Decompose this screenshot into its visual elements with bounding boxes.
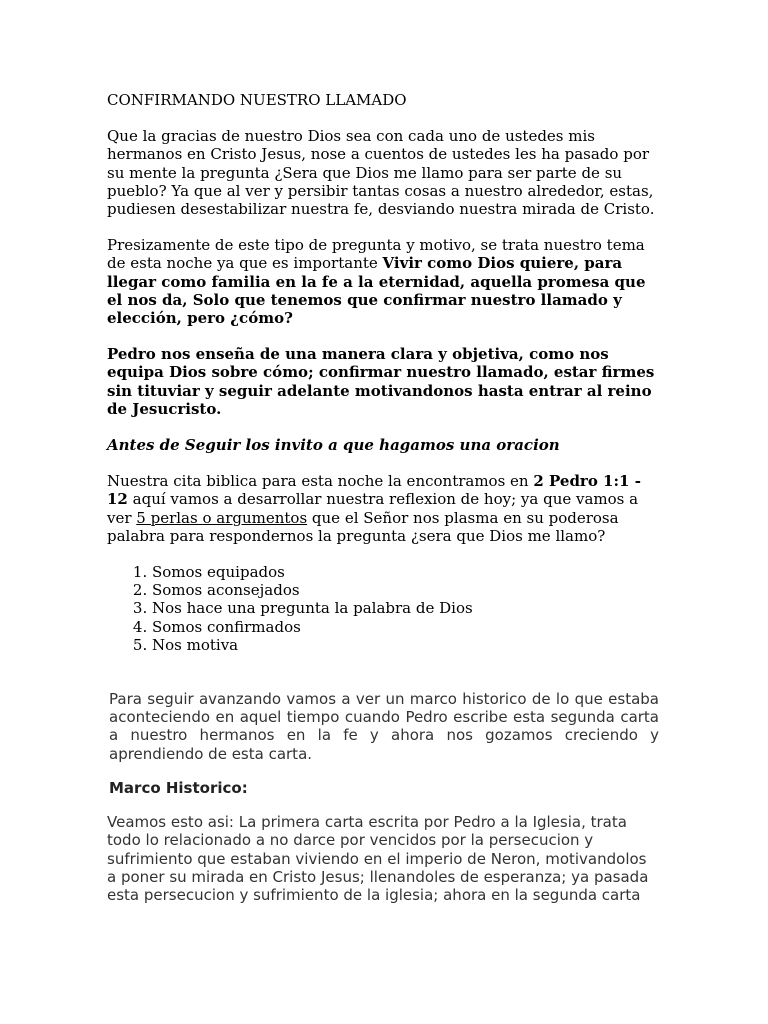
paragraph-pedro: [107, 345, 659, 418]
paragraph-historic-body: Veamos esto asi: La primera carta escrita por Pedro a la Iglesia, trata todo lo relacionado a no darce por vencidos por la persecucion y sufrimiento que estaban viviendo en el imperio de Neron, motivandolos a poner su mirada en Cristo Jesus; llenandoles de esperanza; ya pasada esta persecucion y sufrimiento de la iglesia; ahora en la segunda carta: [107, 813, 649, 904]
marco-historico-heading: Marco Historico:: [109, 778, 248, 797]
paragraph-theme-text: Presizamente de este tipo de pregunta y motivo, se trata nuestro tema de esta noche ya que es importante: [107, 236, 645, 273]
citation-underline: 5 perlas o argumentos: [136, 508, 308, 527]
arguments-list: [107, 563, 659, 654]
paragraph-citation: [107, 472, 659, 545]
citation-reference: 2 Pedro 1:1 - 12: [107, 472, 641, 509]
paragraph-historic-intro: Para seguir avanzando vamos a ver un marco historico de lo que estaba aconteciendo en aquel tiempo cuando Pedro escribe esta segunda carta a nuestro hermanos en la fe y ahora nos gozamos creciendo y aprendiendo de esta carta.: [109, 690, 659, 763]
paragraph-theme-bold: Vivir como Dios quiere, para llegar como familia en la fe a la eternidad, aquella promesa que el nos da, Solo que tenemos que confirmar nuestro llamado y elección, pero ¿cómo?: [107, 254, 646, 328]
document-title: CONFIRMANDO NUESTRO LLAMADO: [107, 91, 407, 109]
list-item: 2. Somos aconsejados: [152, 581, 659, 599]
list-item: 1. Somos equipados: [152, 563, 659, 581]
list-item: 3. Nos hace una pregunta la palabra de Dios: [152, 599, 659, 617]
citation-text-a: Nuestra cita biblica para esta noche la encontramos en: [107, 472, 534, 491]
document-page: [107, 91, 659, 904]
list-item: 4. Somos confirmados: [152, 618, 659, 636]
citation-text-c: que el Señor nos plasma en su poderosa palabra para respondernos la pregunta ¿sera que Dios me llamo?: [107, 508, 619, 545]
citation-text-b: aquí vamos a desarrollar nuestra reflexion de hoy; ya que vamos a ver: [107, 490, 639, 527]
paragraph-theme: [107, 236, 659, 327]
list-item: 5. Nos motiva: [152, 636, 659, 654]
paragraph-prayer: Antes de Seguir los invito a que hagamos una oracion: [107, 436, 560, 455]
paragraph-pedro-bold: Pedro nos enseña de una manera clara y objetiva, como nos equipa Dios sobre cómo; confirmar nuestro llamado, estar firmes sin tituviar y seguir adelante motivandonos hasta entrar al reino de Jesucristo.: [107, 345, 655, 418]
paragraph-intro: Que la gracias de nuestro Dios sea con cada uno de ustedes mis hermanos en Cristo Jesus, nose a cuentos de ustedes les ha pasado por su mente la pregunta ¿Sera que Dios me llamo para ser parte de su pueblo? Ya que al ver y persibir tantas cosas a nuestro alrededor, estas, pudiesen desestabilizar nuestra fe, desviando nuestra mirada de Cristo.: [107, 127, 655, 219]
